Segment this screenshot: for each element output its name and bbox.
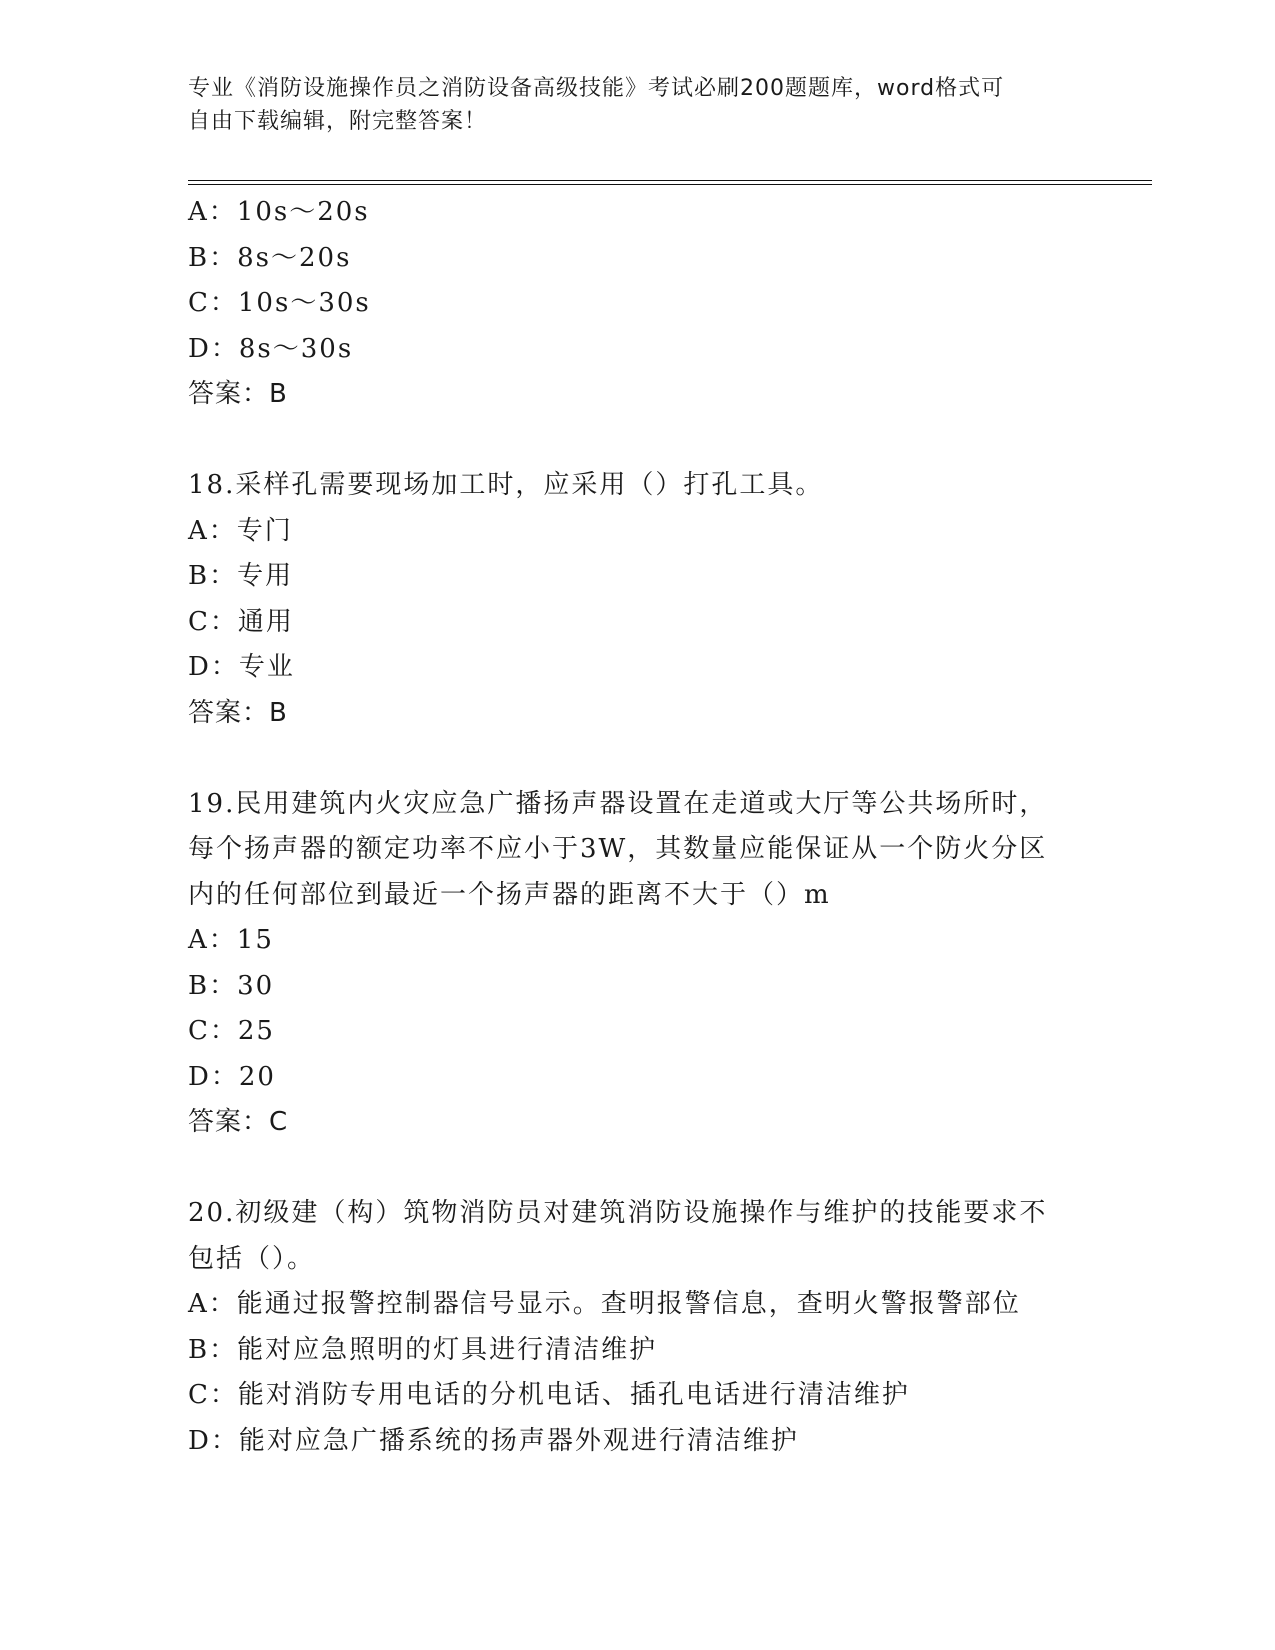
spacer [188,736,1088,782]
option-c: C：能对消防专用电话的分机电话、插孔电话进行清洁维护 [188,1380,910,1410]
spacer [188,1146,1088,1192]
header-line-1: 专业《消防设施操作员之消防设备高级技能》考试必刷200题题库，word格式可 [188,76,1005,101]
option-b: B：8s～20s [188,242,352,273]
question-stem-line-1: 20.初级建（构）筑物消防员对建筑消防设施操作与维护的技能要求不 [188,1198,1048,1228]
question-17 [188,190,1088,418]
question-19 [188,782,1088,1146]
option-a: A：专门 [188,515,293,546]
option-d: D：8s～30s [188,333,354,364]
option-b: B：能对应急照明的灯具进行清洁维护 [188,1334,658,1365]
answer-label: 答案：C [188,1107,289,1137]
option-b: B：30 [188,970,275,1001]
document-header [188,72,1068,138]
question-18 [188,463,1088,736]
option-a: A：能通过报警控制器信号显示。查明报警信息，查明火警报警部位 [188,1289,1021,1319]
question-stem-line-2: 包括（）。 [188,1243,316,1274]
question-stem-line-1: 19.民用建筑内火灾应急广播扬声器设置在走道或大厅等公共场所时， [188,788,1048,819]
answer-label: 答案：B [188,697,288,728]
header-divider-bottom [188,184,1152,185]
question-stem-line-3: 内的任何部位到最近一个扬声器的距离不大于（）m [188,879,831,910]
option-c: C：10s～30s [188,288,371,318]
option-c: C：通用 [188,606,294,637]
question-list [188,190,1088,1464]
spacer [188,418,1088,464]
header-divider-top [188,180,1152,181]
answer-label: 答案：B [188,379,288,409]
option-d: D：20 [188,1061,276,1092]
question-stem: 18.采样孔需要现场加工时，应采用（）打孔工具。 [188,470,824,500]
option-b: B：专用 [188,561,294,591]
question-stem-line-2: 每个扬声器的额定功率不应小于3W，其数量应能保证从一个防火分区 [188,834,1048,864]
option-a: A：10s～20s [188,197,370,227]
option-c: C：25 [188,1016,275,1046]
header-line-2: 自由下载编辑，附完整答案！ [188,109,488,134]
option-d: D：能对应急广播系统的扬声器外观进行清洁维护 [188,1425,799,1456]
question-20 [188,1191,1088,1464]
option-a: A：15 [188,925,274,955]
option-d: D：专业 [188,652,295,682]
